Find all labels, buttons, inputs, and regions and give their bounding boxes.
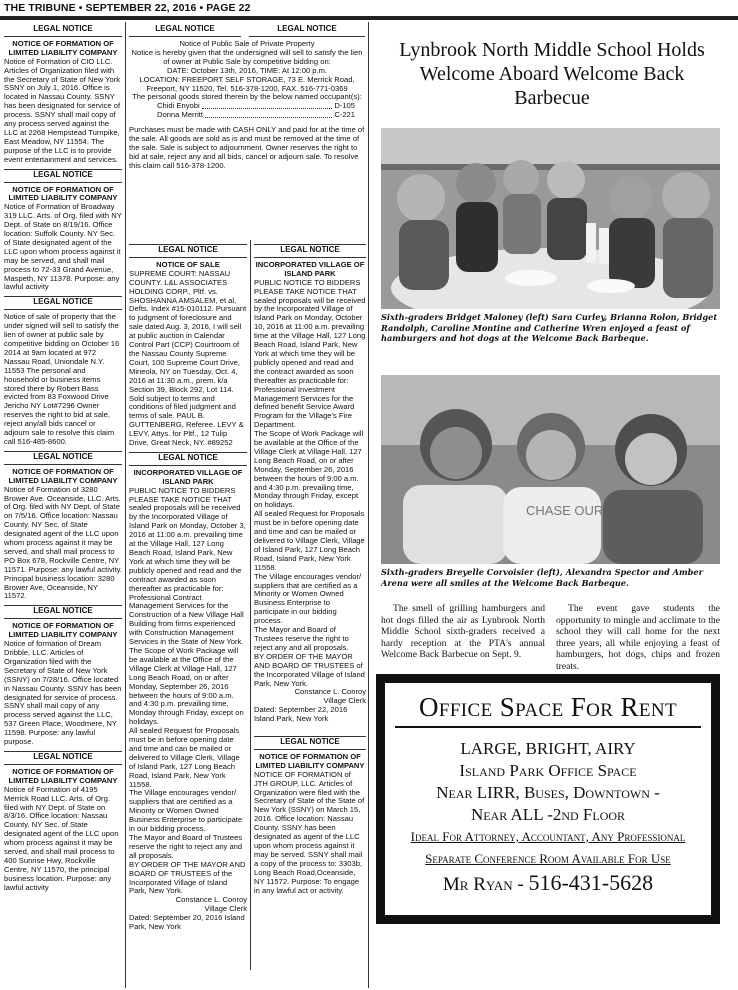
section-header: LEGAL NOTICE (4, 451, 122, 465)
section-header: LEGAL NOTICE (4, 296, 122, 310)
notice-body: The Mayor and Board of Trustees reserve the right to reject any and all proposals. (129, 833, 243, 860)
public-sale-location: LOCATION: FREEPORT SELF STORAGE, 73 E. Merrick Road, Freeport, NY 11520, Tel. 516-378-1200, FAX. 516-771-0369 (139, 74, 355, 93)
notice-body: SUPREME COURT: NASSAU COUNTY. L&L ASSOCIATES HOLDING CORP., Pltf. vs. SHOSHANNA AMSALEM, et al, Defts. Index #15-010112. Pursuant to judgment of foreclosure and sale dated Aug. 3, 2016, I will sell at public auction in Calendar Control Part (CCP) Courtroom of the Nassau County Supreme Court, 100 Supreme Court Drive, Mineola, NY on Tuesday, Oct. 4, 2016 at 11:30 a.m., prem. k/a Section 39, Block 292, Lot 114. Sold subject to terms and conditions of filed judgment and terms of sale. PAUL B. GUTTENBERG, Referee. LEVY & LEVY, Attys. for Pltf., 12 Tulip Drive, Great Neck, NY. #89252 (129, 268, 247, 448)
section-header: LEGAL NOTICE (254, 244, 366, 258)
article-headline: Lynbrook North Middle School Holds Welcome Aboard Welcome Back Barbecue (399, 39, 705, 109)
notice-body: All sealed Request for Proposals must be in before opening date and time and can be mailed or delivered to Village Clerk, Village of Island Park, 127 Long Beach Road, Island Park, New York 11558. (254, 509, 365, 572)
ad-contact (385, 870, 711, 898)
section-header: LEGAL NOTICE (254, 736, 366, 750)
notice-body: Notice of Formation of CIO LLC. Articles of Organization filed with the Secretary of State of New York SSNY on July 1, 2016. Office is located in Nassau County. SSNY has been designated for service of process. SSNY shall mail copy of any process served against the LLC at 2268 Hempstead Turnpike, East Meadow, NY 11554. The purpose of the LLC is to provide event entertainment and services. (4, 56, 121, 164)
shirt-print: CHASE OUR (526, 503, 604, 518)
notice-body: BY ORDER OF THE MAYOR AND BOARD OF TRUSTEES of the Incorporated Village of Island Park, New York. (129, 859, 246, 896)
notice-body: NOTICE OF FORMATION of JTH GROUP, LLC. Articles of Organization were filed with the Secretary of State of the State of New York (SSNY) on March 15, 2016. Office location: Nassau County. SSNY has been designated as agent of the LLC upon whom process against it may be served. SSNY shall mail a copy of the process to: 3303b, Long Beach Road,Oceanside, NY 11572. Purpose: To engage in any lawful act or activity. (254, 769, 365, 895)
ad-line: Near LIRR, Buses, Downtown - (436, 783, 660, 802)
notice-body: Notice of formation of Dream Dribble, LLC. Articles of Organization filed with the Secretary of State of New York (SSNY) on 7/28/16. Office located in Nassau County. SSNY has been designated for service of process. SSNY shall mail copy of any process served against the LLC, 537 Green Place, Woodmere, NY 11598. Purpose: any lawful purpose. (4, 639, 122, 747)
legal-column-3 (254, 240, 366, 986)
notice-body: The Village encourages vendor/ suppliers that are certified as a Minority or Women Owned Business Enterprise to participate in our bidding process. (129, 788, 243, 834)
notice-date: Dated: September 22, 2016 Island Park, New York (254, 705, 348, 724)
notice-body: PUBLIC NOTICE TO BIDDERS PLEASE TAKE NOTICE THAT sealed proposals will be received by the Incorporated Village of Island Park on Monday, October 10, 2016 at 11:00 a.m. prevailing time at the Village Hall, 127 Long Beach Road, Island Park, New York at which time they will be publicly opened and read and the contract awarded as soon thereafter as practicable for: Professional Investment Management Services for the defined benefit Service Award Program for the Village's Fire Department. (254, 277, 366, 430)
notice-signature: Constance L. Conroy Village Clerk (294, 687, 366, 706)
notice-body: PUBLIC NOTICE TO BIDDERS PLEASE TAKE NOTICE THAT sealed proposals will be received by the Incorporated Village of Island Park on Monday, October 3, 2016 at 11:00 a.m. prevailing time at the Village Hall, 127 Long Beach Road, Island Park, New York at which time they will be publicly opened and read and the contract awarded as soon thereafter as practicable for: Professional Contract Management Services for the Construction of a New Village Hall Building from firms experienced with Construction Management Services in the State of New York. (129, 485, 246, 647)
notice-title: INCORPORATED VILLAGE OF ISLAND PARK (133, 467, 243, 486)
notice-date: Dated: September 20, 2016 Island Park, New York (129, 913, 245, 932)
section-header: LEGAL NOTICE (129, 244, 247, 258)
ad-line: Near ALL -2nd Floor (470, 805, 626, 824)
section-header: LEGAL NOTICE (4, 169, 122, 183)
photo-caption-1: Sixth-graders Bridget Maloney (left) Sara Curley, Brianna Rolon, Bridget Randolph, Caroline Montine and Catherine Wren enjoyed a feast of hamburgers and hot dogs at the Welcome Back Barbeque. (381, 312, 718, 343)
column-divider (250, 240, 251, 970)
ad-phone-number: 516-431-5628 (528, 870, 654, 895)
notice-body: BY ORDER OF THE MAYOR AND BOARD OF TRUSTEES of the Incorporated Village of Island Park, New York. (254, 651, 365, 688)
photo-students-smiling (381, 375, 720, 564)
section-header: LEGAL NOTICE (129, 24, 241, 37)
masthead: THE TRIBUNE • SEPTEMBER 22, 2016 • PAGE 22 (4, 2, 251, 14)
notice-title: NOTICE OF FORMATION OF LIMITED LIABILITY COMPANY (8, 38, 118, 57)
public-sale-notice (129, 24, 365, 239)
section-header: LEGAL NOTICE (129, 452, 247, 466)
notice-title: NOTICE OF FORMATION OF LIMITED LIABILITY COMPANY (8, 621, 118, 640)
story-column-left: The smell of grilling hamburgers and hot dogs filled the air as Lynbrook North Middle School sixth-graders received a hardy reception at the PTA's annual Welcome Back Barbecue on Sept. 9. (381, 603, 545, 661)
public-sale-intro: Notice is hereby given that the undersigned will sell to satisfy the lien of owner at Public Sale by competitive bidding on: (131, 47, 363, 66)
occupant-name: Donna Merritt (157, 110, 204, 120)
notice-body: Notice of Formation of 4195 Merrick Road LLC. Arts. of Org. filed with NY Dept. of State on 8/3/16. Office location: Nassau County. NY Sec. of State designated agent of the LLC upon whom process against it may be served, and shall mail process to 400 Sunrise Hwy, Rockville Centre, NY 11570, the principal business location. Purpose: any lawful activity (4, 784, 119, 892)
public-sale-terms: Purchases must be made with CASH ONLY and paid for at the time of the sale. All goods are sold as is and must be removed at the time of the sale. Sale is subject to adjournment. Owner reserves the right to bid at sale, reject any and all bids, cancel or adjourn sale. To resolve this claim call 516-378-1200. (129, 125, 365, 170)
section-header: LEGAL NOTICE (249, 24, 365, 37)
notice-title: NOTICE OF FORMATION OF LIMITED LIABILITY COMPANY (8, 184, 118, 203)
legal-column-1 (4, 24, 122, 986)
occupant-row (129, 111, 365, 120)
notice-body: All sealed Request for Proposals must be in before opening date and time and can be mailed or delivered to Village Clerk, Village of Island Park, 127 Long Beach Road, Island Park, New York 11558. (129, 726, 240, 789)
section-header: LEGAL NOTICE (4, 751, 122, 765)
ad-line: Ideal For Attorney, Accountant, Any Professional (410, 829, 686, 844)
column-divider (125, 22, 126, 988)
occupant-unit: D-105 (334, 101, 355, 111)
bbq-photo-trio (381, 375, 720, 564)
notice-title: NOTICE OF FORMATION OF LIMITED LIABILITY COMPANY (8, 766, 118, 785)
notice-body: Notice of sale of property that the under signed will sell to satisfy the lien of owner at public sale by competitive bidding on October 16 2014 at 9am located at 972 Nassau Road, Uniondale N.Y. 11553 The personal and household or business items stored there by Robert Bass evicted from 83 Foxwood Drive Jericho NY Lot#7296 Owner reserves the right to bid at sale, reject any/all bids cancel or adjourn sale to resolve this claim call 516-485-8600. (4, 312, 120, 446)
notice-title: NOTICE OF FORMATION OF LIMITED LIABILITY COMPANY (255, 751, 365, 770)
notice-body: Notice of Formation of 3280 Brower Ave. Oceanside, LLC. Arts. of Org. filed with NY Dept. of State on 7/5/16. Office location: Nassau County. NY Sec. of State designated agent of the LLC upon whom process against it may be served, and shall mail process to PO Box 678, Rockville Centre, NY 11571. Purpose: any lawful activity. Principal business location: 3280 Brower Ave, Oceanside, NY 11572. (4, 484, 122, 601)
column-divider (368, 22, 369, 988)
occupant-name: Chidi Enyobi (157, 101, 200, 111)
ad-line: Island Park Office Space (459, 761, 637, 780)
occupant-unit: C-221 (334, 110, 355, 120)
notice-body: The Mayor and Board of Trustees reserve the right to reject any and all proposals. (254, 625, 349, 652)
notice-body: The Village encourages vendor/ suppliers that are certified as a Minority or Women Owned Business Enterprise to participate in our bidding process. (254, 571, 362, 626)
ad-line: Separate Conference Room Available For Use (425, 851, 671, 866)
story-column-right: The event gave students the opportunity to mingle and acclimate to the school they will call home for the next three years, all while enjoying a feast of hamburgers, hot dogs, chips and frozen treats. (556, 603, 720, 672)
ad-contact-name: Mr Ryan - (442, 874, 529, 895)
photo-students-eating (381, 128, 720, 309)
ad-title: Office Space For Rent (418, 692, 678, 722)
notice-title: NOTICE OF SALE (156, 259, 220, 269)
public-sale-date: DATE: October 13th, 2016, TIME: At 12:00 p.m. (166, 65, 328, 75)
photo-caption-2: Sixth-graders Breyelle Corvoisier (left), Alexandra Spector and Amber Arena were all smiles at the Welcome Back Barbeque. (381, 567, 703, 588)
ad-panel (385, 683, 711, 915)
ad-line: LARGE, BRIGHT, AIRY (460, 739, 636, 758)
masthead-rule (0, 16, 738, 20)
notice-body: The Scope of Work Package will be available at the Office of the Village Clerk at Village Hall, 127 Long Beach Road, on or after Monday, September 26, 2016 between the hours of 9:00 a.m. and 4:30 p.m. prevailing time, Monday through Friday, except on holidays. (254, 429, 364, 510)
office-rent-ad (376, 674, 720, 924)
bbq-photo-group (381, 128, 720, 309)
ad-divider (395, 726, 701, 728)
notice-title: INCORPORATED VILLAGE OF ISLAND PARK (255, 259, 365, 278)
section-header: LEGAL NOTICE (4, 24, 122, 37)
public-sale-goods: The personal goods stored therein by the below named occupant(s): (132, 92, 362, 102)
section-header: LEGAL NOTICE (4, 605, 122, 619)
public-sale-title: Notice of Public Sale of Private Property (179, 39, 315, 48)
notice-title: NOTICE OF FORMATION OF LIMITED LIABILITY COMPANY (8, 466, 118, 485)
notice-signature: Constance L. Conroy Village Clerk (175, 895, 247, 914)
notice-body: The Scope of Work Package will be available at the Office of the Village Clerk at Village Hall, 127 Long Beach Road, on or after Monday, September 26, 2016 between the hours of 9:00 a.m. and 4:30 p.m. prevailing time, Monday through Friday, except on holidays. (129, 645, 244, 727)
notice-body: Notice of Formation of Broadway 319 LLC. Arts. of Org. filed with NY Dept. of State on 8/19/16. Office location: Suffolk County. NY Sec. of State designated agent of the LLC upon whom process against it may be served, and shall mail process to 72-33 Grand Avenue, Maspeth, NY 11378. Purpose: any lawful activity (4, 202, 122, 292)
legal-column-2 (129, 240, 247, 986)
